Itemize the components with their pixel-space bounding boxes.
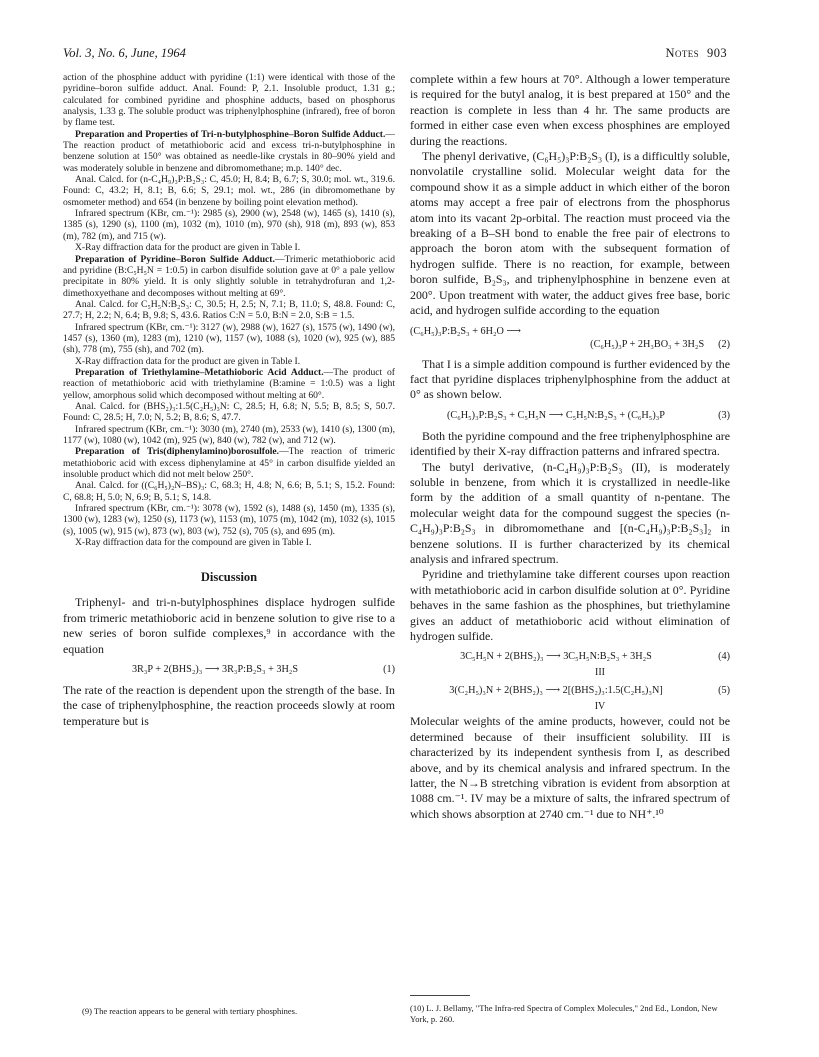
equation-2-line-2	[410, 338, 730, 351]
paragraph: X-Ray diffraction data for the product are given in Table I.	[75, 242, 301, 254]
paragraph: Preparation of Triethylamine–Metathioboric Acid Adduct.—The product of reaction of metathioboric acid with triethylamine (B:amine = 1:0.5) was a light yellow, amorphous solid which decomposed without melting at 60°.	[63, 366, 395, 401]
equation-3	[410, 409, 730, 423]
paragraph: X-Ray diffraction data for the compound are given in Table I.	[75, 537, 312, 549]
equation-body: (C₆H₅)₃P + 2H₃BO₃ + 3H₂S	[590, 338, 705, 350]
footnote-9: (9) The reaction appears to be general with tertiary phosphines.	[82, 1006, 298, 1016]
journal-volume-info: Vol. 3, No. 6, June, 1964	[63, 46, 186, 60]
paragraph: That I is a simple addition compound is further evidenced by the fact that pyridine displaces triphenylphosphine from the adduct at 0° as shown below.	[410, 356, 730, 402]
page-number: 903	[707, 46, 727, 60]
compound-label: IV	[594, 701, 606, 713]
paragraph: complete within a few hours at 70°. Although a lower temperature is required for the butyl analog, it is best prepared at 150° and the reaction is complete in less than 4 hr. The same products are formed in either case even when excess phosphines are employed during the reactions.	[410, 72, 730, 148]
equation-number: (2)	[718, 338, 730, 350]
equation-number: (5)	[718, 685, 730, 697]
paragraph: Molecular weights of the amine products, however, could not be determined because of their insufficient solubility. III is characterized by its independent synthesis from I, as described above, and by its chemical analysis and infrared spectrum. In the latter, the N→B stretching vibration is evident from absorption at 1088 cm.⁻¹. IV may be a mixture of salts, the infrared spectrum of which shows absorption at 2740 cm.⁻¹ due to NH⁺.¹⁰	[410, 714, 730, 821]
compound-label: III	[595, 667, 605, 679]
equation-body: 3R₃P + 2(BHS₂)₃ ⟶ 3R₃P:B₂S₃ + 3H₂S	[131, 664, 299, 676]
paragraph: Preparation of Pyridine–Boron Sulfide Adduct.—Trimeric metathioboric acid and pyridine (B:C₅H₅N = 1:0.5) in carbon disulfide solution gave at 0° a pale yellow precipitate in 80% yield. It is only slightly soluble in tetrahydrofuran and 1,2-dimethoxyethane and decomposes without melting at 69°.	[63, 253, 396, 299]
running-header	[63, 46, 727, 62]
paragraph: Preparation and Properties of Tri-n-butylphosphine–Boron Sulfide Adduct.—The reaction product of metathioboric acid and excess tri-n-butylphosphine in benzene solution at 150° was obtained as needle-like crystals in 80–90% yield and was moderately soluble in benzene and dibromomethane; m.p. 140° dec.	[63, 128, 395, 174]
equation-5	[410, 684, 730, 698]
section-and-page	[666, 46, 727, 61]
footnote-rule	[410, 995, 470, 996]
analysis-paragraph: Anal. Calcd. for ((C₆H₅)₂N–BS)₃: C, 68.3; H, 4.8; N, 6.6; B, 5.1; S, 15.2. Found: C, 68.8; H, 5.0; N, 6.9; B, 5.1; S, 14.8.	[63, 480, 395, 503]
section-heading: Preparation of Triethylamine–Metathioboric Acid Adduct.	[75, 366, 324, 378]
equation-body: (C₆H₅)₃P:B₂S₃ + C₅H₅N ⟶ C₅H₅N:B₂S₃ + (C₆H₅)₃P	[447, 409, 665, 421]
paragraph: action of the phosphine adduct with pyridine (1:1) were identical with those of the pyridine–boron sulfide adduct. Anal. Found: P, 2.1. Insoluble product, 1.31 g.; calculated for combined pyridine and phosphine adducts, based on phosphorus analysis, 1.33 g. The soluble product was triphenylphosphine (infrared), free of boron by flame test.	[63, 72, 395, 129]
section-heading: Preparation of Pyridine–Boron Sulfide Adduct.	[75, 253, 275, 265]
paragraph: The phenyl derivative, (C₆H₅)₃P:B₂S₃ (I), is a difficultly soluble, nonvolatile crystalline solid. Molecular weight data for the compound show it as a simple adduct in which either of the boron atoms may accept a free pair of electrons from the phosphorus atom into its vacant 2p-orbital. The reaction must proceed via the breaking of a B–SH bond to enable the free pair of electrons to approach the boron atom with the subsequent formation of hydrogen sulfide. There is no reaction, for example, between boron sulfide, B₂S₃, and triphenylphosphine in benzene even at 200°. Upon treatment with water, the adduct gives free base, boric acid, and hydrogen sulfide according to the equation	[410, 149, 730, 318]
paragraph: Pyridine and triethylamine take different courses upon reaction with metathioboric acid in carbon disulfide solution at 0°. Pyridine behaves in the same fashion as the phosphines, but triethylamine gives an adduct of metathioboric acid without elimination of hydrogen sulfide.	[410, 567, 730, 643]
equation-body: 3C₅H₅N + 2(BHS₂)₃ ⟶ 3C₅H₅N:B₂S₃ + 3H₂S	[460, 651, 652, 663]
paragraph: The butyl derivative, (n-C₄H₉)₃P:B₂S₃ (II), is moderately soluble in benzene, from which it is crystallized in needle-like form by the addition of a small quantity of n-pentane. The molecular weight data for the compound suggest the species (n-C₄H₉)₃P:B₂S₃ in dibromomethane and [(n-C₄H₉)₃P:B₂S₃]₂ in benzene solutions. II is further characterized by its chemical analysis and infrared spectrum.	[410, 459, 730, 566]
equation-4	[410, 650, 730, 664]
equation-2-line-1: (C₆H₅)₃P:B₂S₃ + 6H₂O ⟶	[410, 325, 522, 337]
analysis-paragraph: Anal. Calcd. for C₅H₅N:B₂S₃: C, 30.5; H, 2.5; N, 7.1; B, 11.0; S, 48.8. Found: C, 27.7; H, 2.2; N, 6.4; B, 9.8; S, 43.6. Ratios C:N = 5.0, B:N = 2.0, S:B = 1.5.	[63, 298, 395, 322]
analysis-paragraph: Anal. Calcd. for (BHS₂)₃:1.5(C₂H₅)₃N: C, 28.5; H, 6.8; N, 5.5; B, 8.5; S, 50.7. Found: C, 28.5; H, 7.0; N, 5.2; B, 8.6; S, 47.7.	[63, 400, 395, 424]
equation-number: (3)	[718, 409, 730, 421]
paragraph: Both the pyridine compound and the free triphenylphosphine are identified by their X-ray diffraction patterns and infrared spectra.	[410, 428, 730, 459]
footnote-10: (10) L. J. Bellamy, "The Infra-red Spectra of Complex Molecules," 2nd Ed., London, New York, p. 260.	[410, 1003, 718, 1024]
paragraph: The rate of the reaction is dependent upon the strength of the base. In the case of triphenylphosphine, the reaction proceeds slowly at room temperature but is	[63, 683, 395, 728]
section-name: Notes	[665, 46, 700, 60]
equation-number: (4)	[718, 651, 730, 663]
ir-spectrum-paragraph: Infrared spectrum (KBr, cm.⁻¹): 3127 (w), 2988 (w), 1627 (s), 1575 (w), 1490 (w), 1457 (s), 1360 (m), 1283 (m), 1210 (w), 1157 (w), 1088 (s), 1020 (w), 925 (w), 885 (sh), 778 (m), 755 (sh), and 702 (m).	[63, 321, 395, 356]
section-heading: Preparation and Properties of Tri-n-butylphosphine–Boron Sulfide Adduct.	[75, 128, 386, 140]
analysis-paragraph: Anal. Calcd. for (n-C₄H₉)₃P:B₂S₃: C, 45.0; H, 8.4; B, 6.7; S, 30.0; mol. wt., 319.6. Found: C, 43.2; H, 8.1; B, 6.6; S, 29.1; mol. wt., 286 (in dibromomethane by osmometer method) and 654 (in benzene by boiling point elevation method).	[63, 174, 395, 208]
equation-number: (1)	[383, 664, 395, 676]
section-heading: Preparation of Tris(diphenylamino)borosulfole.	[75, 446, 280, 458]
left-column	[63, 72, 395, 729]
paragraph: Triphenyl- and tri-n-butylphosphines displace hydrogen sulfide from trimeric metathioboric acid in benzene solution to give rise to a new series of boron sulfide complexes,⁹ in accordance with the equation	[63, 595, 395, 656]
paragraph: Preparation of Tris(diphenylamino)borosulfole.—The reaction of trimeric metathioboric acid with excess diphenylamine at 45° in carbon disulfide yielded an insoluble product which did not melt below 250°.	[63, 446, 395, 481]
paragraph: X-Ray diffraction data for the product are given in Table I.	[75, 355, 301, 367]
equation-body: 3(C₂H₅)₃N + 2(BHS₂)₃ ⟶ 2[(BHS₂)₃:1.5(C₂H₅)₃N]	[449, 685, 663, 697]
ir-spectrum-paragraph: Infrared spectrum (KBr, cm.⁻¹): 3078 (w), 1592 (s), 1488 (s), 1450 (m), 1335 (s), 1300 (w), 1283 (w), 1250 (s), 1173 (w), 1153 (m), 1075 (m), 1042 (m), 1032 (s), 1015 (s), 1005 (w), 915 (w), 873 (w), 803 (w), 752 (s), 705 (s), and 695 (m).	[63, 503, 395, 537]
discussion-heading: Discussion	[200, 570, 258, 585]
ir-spectrum-paragraph: Infrared spectrum (KBr, cm.⁻¹): 2985 (s), 2900 (w), 2548 (w), 1465 (s), 1410 (s), 1385 (s), 1290 (s), 1100 (m), 1032 (m), 1010 (m), 970 (sh), 918 (m), 893 (w), 853 (m), 782 (m), and 715 (w).	[63, 208, 395, 242]
equation-1	[63, 663, 395, 677]
ir-spectrum-paragraph: Infrared spectrum (KBr, cm.⁻¹): 3030 (m), 2740 (m), 2533 (w), 1410 (s), 1300 (m), 1177 (w), 1080 (w), 1042 (m), 925 (w), 840 (w), 782 (w), and 712 (w).	[63, 423, 395, 446]
right-column	[410, 72, 730, 822]
